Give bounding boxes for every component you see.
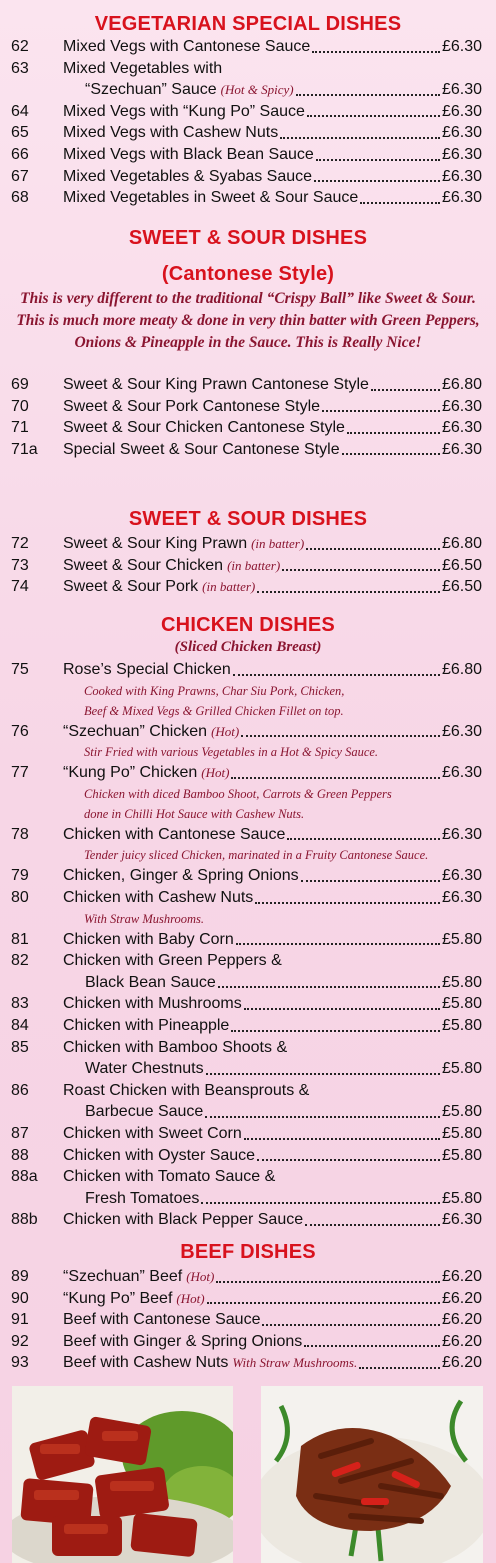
item-name: Mixed Vegetables in Sweet & Sour Sauce bbox=[63, 189, 359, 207]
menu-item bbox=[0, 58, 496, 80]
item-price: £6.30 bbox=[441, 167, 482, 185]
item-number: 81 bbox=[11, 930, 29, 948]
item-name: Sweet & Sour Pork Cantonese Style bbox=[63, 397, 321, 415]
dot-leader bbox=[312, 51, 440, 53]
item-description: Chicken with diced Bamboo Shoot, Carrots & Green Peppers bbox=[84, 786, 392, 801]
item-number: 85 bbox=[11, 1038, 29, 1056]
menu-item-continuation bbox=[0, 1058, 496, 1080]
menu-item bbox=[0, 721, 496, 743]
item-name: “Szechuan” Beef bbox=[63, 1268, 183, 1285]
item-line bbox=[85, 1101, 482, 1123]
dot-leader bbox=[216, 1281, 440, 1283]
item-line bbox=[63, 58, 482, 80]
menu-item bbox=[0, 762, 496, 784]
section-sweet-sour-cantonese bbox=[0, 226, 496, 460]
item-price: £6.30 bbox=[441, 888, 482, 906]
dot-leader bbox=[304, 1345, 440, 1347]
item-line bbox=[63, 555, 482, 577]
menu-item bbox=[0, 659, 496, 681]
item-number: 92 bbox=[11, 1332, 29, 1350]
item-note: With Straw Mushrooms. bbox=[232, 1355, 358, 1371]
item-line bbox=[63, 1309, 482, 1331]
menu-item bbox=[0, 1309, 496, 1331]
item-name: Rose’s Special Chicken bbox=[63, 661, 231, 678]
item-name: Mixed Vegs with “Kung Po” Sauce bbox=[63, 102, 305, 120]
menu-item bbox=[0, 1037, 496, 1059]
item-list bbox=[0, 1266, 496, 1374]
section-title: SWEET & SOUR DISHES bbox=[128, 227, 368, 249]
dot-leader bbox=[287, 838, 440, 840]
item-name: Chicken with Green Peppers & bbox=[63, 952, 282, 970]
item-number: 82 bbox=[11, 952, 29, 970]
item-price: £6.30 bbox=[441, 722, 482, 740]
menu-item bbox=[0, 824, 496, 846]
dot-leader bbox=[360, 202, 440, 204]
item-line bbox=[63, 187, 482, 209]
item-note: (Hot & Spicy) bbox=[220, 82, 294, 98]
item-name: Chicken with Baby Corn bbox=[63, 930, 234, 948]
item-name: “Szechuan” Sauce bbox=[85, 81, 217, 99]
menu-item bbox=[0, 1080, 496, 1102]
item-number: 64 bbox=[11, 102, 29, 120]
dot-leader bbox=[218, 986, 440, 988]
item-line bbox=[63, 396, 482, 418]
item-name: “Kung Po” Chicken bbox=[63, 764, 198, 782]
item-price: £6.30 bbox=[441, 1211, 482, 1229]
section-intro: This is very different to the traditional “Crispy Ball” like Sweet & Sour. This is much more meaty & done in very thin batter with Green Peppers, Onions & Pineapple in the Sauce. This is Really Nice! bbox=[16, 290, 480, 351]
item-note: (in batter) bbox=[251, 536, 305, 551]
item-line bbox=[63, 929, 482, 951]
item-price: £5.80 bbox=[441, 995, 482, 1013]
item-name: Sweet & Sour Chicken bbox=[63, 556, 224, 574]
item-number: 66 bbox=[11, 145, 29, 163]
menu-item bbox=[0, 1266, 496, 1288]
item-price: £6.20 bbox=[441, 1332, 482, 1350]
item-price: £5.80 bbox=[441, 1016, 482, 1034]
item-number: 62 bbox=[11, 38, 29, 55]
item-list bbox=[0, 659, 496, 1231]
item-price: £6.30 bbox=[441, 419, 482, 437]
item-price: £6.30 bbox=[441, 440, 482, 458]
dot-leader bbox=[231, 1030, 440, 1032]
item-price: £6.30 bbox=[441, 102, 482, 120]
menu-item bbox=[0, 1331, 496, 1353]
item-number: 91 bbox=[11, 1311, 29, 1329]
section-chicken bbox=[0, 613, 496, 1231]
menu-item bbox=[0, 1288, 496, 1310]
section-beef bbox=[0, 1240, 496, 1374]
item-name: Chicken with Sweet Corn bbox=[63, 1124, 242, 1142]
dot-leader bbox=[262, 1324, 439, 1326]
dot-leader bbox=[244, 1008, 440, 1010]
item-price: £6.50 bbox=[441, 556, 482, 574]
item-name: Mixed Vegs with Black Bean Sauce bbox=[63, 145, 314, 163]
item-name: Fresh Tomatoes bbox=[85, 1189, 200, 1207]
item-note: (Hot) bbox=[176, 1290, 205, 1306]
item-number: 65 bbox=[11, 124, 29, 142]
dot-leader bbox=[231, 777, 439, 779]
item-line bbox=[63, 374, 482, 396]
menu-item bbox=[0, 576, 496, 598]
item-price: £6.30 bbox=[441, 38, 482, 55]
item-number: 78 bbox=[11, 825, 29, 843]
item-list bbox=[0, 533, 496, 598]
item-number: 90 bbox=[11, 1289, 29, 1307]
item-name: Chicken, Ginger & Spring Onions bbox=[63, 867, 299, 885]
item-price: £6.20 bbox=[441, 1311, 482, 1329]
item-name: “Szechuan” Chicken bbox=[63, 722, 208, 740]
dot-leader bbox=[359, 1367, 440, 1369]
item-line bbox=[63, 36, 482, 58]
item-line bbox=[63, 101, 482, 123]
section-title: VEGETARIAN SPECIAL DISHES bbox=[94, 13, 402, 35]
item-number: 80 bbox=[11, 888, 29, 906]
item-line bbox=[63, 1352, 482, 1374]
item-name: Sweet & Sour King Prawn Cantonese Style bbox=[63, 376, 369, 393]
dot-leader bbox=[296, 94, 440, 96]
item-name: Roast Chicken with Beansprouts & bbox=[63, 1081, 310, 1099]
dot-leader bbox=[233, 674, 440, 676]
item-price: £6.80 bbox=[441, 535, 482, 552]
item-name: Chicken with Cashew Nuts bbox=[63, 888, 254, 906]
item-line bbox=[63, 417, 482, 439]
menu-item bbox=[0, 417, 496, 439]
item-name: Beef with Cashew Nuts bbox=[63, 1354, 229, 1372]
item-description: Beef & Mixed Vegs & Grilled Chicken Fillet on top. bbox=[84, 703, 344, 718]
dot-leader bbox=[257, 1159, 440, 1161]
item-number: 83 bbox=[11, 995, 29, 1013]
item-name: Mixed Vegetables & Syabas Sauce bbox=[63, 167, 313, 185]
item-name: Chicken with Mushrooms bbox=[63, 995, 242, 1013]
menu-item bbox=[0, 950, 496, 972]
item-line bbox=[63, 865, 482, 887]
item-price: £6.30 bbox=[441, 764, 482, 782]
dot-leader bbox=[307, 115, 440, 117]
section-title: CHICKEN DISHES bbox=[161, 614, 335, 636]
item-line bbox=[63, 1288, 482, 1310]
item-number: 87 bbox=[11, 1124, 29, 1142]
menu-item bbox=[0, 555, 496, 577]
item-number: 75 bbox=[11, 661, 29, 678]
menu-item bbox=[0, 144, 496, 166]
menu-item bbox=[0, 166, 496, 188]
item-name: Chicken with Oyster Sauce bbox=[63, 1146, 256, 1164]
item-line bbox=[63, 533, 482, 555]
item-line bbox=[85, 972, 482, 994]
item-name: Water Chestnuts bbox=[85, 1060, 204, 1078]
item-description: Cooked with King Prawns, Char Siu Pork, Chicken, bbox=[84, 683, 345, 698]
menu-item bbox=[0, 533, 496, 555]
item-line bbox=[63, 439, 482, 461]
dot-leader bbox=[255, 902, 440, 904]
item-price: £6.30 bbox=[441, 189, 482, 207]
item-price: £6.20 bbox=[441, 1354, 482, 1372]
menu-item-continuation bbox=[0, 79, 496, 101]
item-number: 84 bbox=[11, 1016, 29, 1034]
item-name: Sweet & Sour King Prawn bbox=[63, 535, 248, 552]
item-list bbox=[0, 374, 496, 460]
item-line bbox=[63, 762, 482, 784]
section-subtitle: (Sliced Chicken Breast) bbox=[174, 639, 322, 655]
menu-item bbox=[0, 122, 496, 144]
menu-item-continuation bbox=[0, 1188, 496, 1210]
item-number: 67 bbox=[11, 167, 29, 185]
dot-leader bbox=[241, 735, 440, 737]
item-price: £6.30 bbox=[441, 397, 482, 415]
dot-leader bbox=[280, 137, 440, 139]
item-note: (Hot) bbox=[211, 723, 240, 739]
dot-leader bbox=[301, 880, 440, 882]
item-line bbox=[63, 166, 482, 188]
item-name: Barbecue Sauce bbox=[85, 1103, 204, 1121]
dot-leader bbox=[201, 1202, 440, 1204]
menu-item bbox=[0, 1166, 496, 1188]
item-price: £5.80 bbox=[441, 1189, 482, 1207]
item-line bbox=[63, 1037, 482, 1059]
item-number: 89 bbox=[11, 1268, 29, 1285]
menu-item bbox=[0, 396, 496, 418]
item-line bbox=[63, 1266, 482, 1288]
menu-item bbox=[0, 439, 496, 461]
item-number: 70 bbox=[11, 397, 29, 415]
section-title: SWEET & SOUR DISHES bbox=[128, 508, 368, 530]
item-line bbox=[63, 144, 482, 166]
item-name: Mixed Vegs with Cantonese Sauce bbox=[63, 38, 311, 55]
item-note: (in batter) bbox=[202, 579, 256, 595]
item-description: Tender juicy sliced Chicken, marinated in a Fruity Cantonese Sauce. bbox=[84, 848, 429, 863]
menu-item bbox=[0, 1352, 496, 1374]
item-line bbox=[63, 1145, 482, 1167]
item-number: 72 bbox=[11, 535, 29, 552]
item-name: “Kung Po” Beef bbox=[63, 1289, 173, 1307]
dot-leader bbox=[236, 943, 440, 945]
item-number: 73 bbox=[11, 556, 29, 574]
item-name: Chicken with Black Pepper Sauce bbox=[63, 1211, 304, 1229]
photo-crispy-beef bbox=[261, 1386, 483, 1563]
section-sweet-sour-batter bbox=[0, 507, 496, 598]
item-price: £6.30 bbox=[441, 867, 482, 885]
dot-leader bbox=[205, 1116, 440, 1118]
item-line bbox=[85, 1058, 482, 1080]
dot-leader bbox=[342, 453, 440, 455]
item-number: 77 bbox=[11, 764, 29, 782]
item-price: £6.30 bbox=[441, 145, 482, 163]
item-name: Chicken with Tomato Sauce & bbox=[63, 1168, 276, 1186]
item-price: £5.80 bbox=[441, 1060, 482, 1078]
item-price: £5.80 bbox=[441, 930, 482, 948]
menu-item bbox=[0, 1015, 496, 1037]
item-number: 63 bbox=[11, 59, 29, 77]
item-number: 88 bbox=[11, 1146, 29, 1164]
menu-item bbox=[0, 374, 496, 396]
menu-item bbox=[0, 929, 496, 951]
item-line bbox=[63, 950, 482, 972]
item-price: £5.80 bbox=[441, 1103, 482, 1121]
item-price: £6.80 bbox=[441, 661, 482, 678]
item-line bbox=[63, 721, 482, 743]
item-note: (Hot) bbox=[201, 765, 230, 781]
item-price: £6.30 bbox=[441, 825, 482, 843]
item-number: 68 bbox=[11, 189, 29, 207]
item-line bbox=[85, 1188, 482, 1210]
item-list bbox=[0, 36, 496, 209]
item-price: £6.20 bbox=[441, 1268, 482, 1285]
dot-leader bbox=[305, 1224, 440, 1226]
item-price: £6.20 bbox=[441, 1289, 482, 1307]
dot-leader bbox=[306, 548, 440, 550]
menu-item bbox=[0, 36, 496, 58]
item-line bbox=[63, 1080, 482, 1102]
item-line bbox=[63, 1123, 482, 1145]
item-line bbox=[63, 1015, 482, 1037]
item-price: £6.50 bbox=[441, 578, 482, 596]
menu-item bbox=[0, 1145, 496, 1167]
item-price: £5.80 bbox=[441, 973, 482, 991]
item-number: 93 bbox=[11, 1354, 29, 1372]
item-description: Stir Fried with various Vegetables in a Hot & Spicy Sauce. bbox=[84, 745, 379, 760]
photo-char-siu-pork bbox=[12, 1386, 233, 1563]
item-name: Sweet & Sour Chicken Cantonese Style bbox=[63, 419, 345, 437]
menu-item bbox=[0, 1123, 496, 1145]
item-name: Mixed Vegs with Cashew Nuts bbox=[63, 124, 279, 142]
dot-leader bbox=[257, 591, 440, 593]
item-number: 88a bbox=[11, 1168, 38, 1186]
item-name: Special Sweet & Sour Cantonese Style bbox=[63, 440, 340, 458]
item-line bbox=[85, 79, 482, 101]
dot-leader bbox=[282, 569, 440, 571]
item-note: (Hot) bbox=[186, 1269, 215, 1284]
item-number: 88b bbox=[11, 1211, 38, 1229]
item-price: £6.80 bbox=[441, 376, 482, 393]
item-price: £5.80 bbox=[441, 1146, 482, 1164]
item-line bbox=[63, 659, 482, 681]
item-line bbox=[63, 1209, 482, 1231]
item-line bbox=[63, 993, 482, 1015]
dot-leader bbox=[244, 1138, 440, 1140]
item-line bbox=[63, 576, 482, 598]
dot-leader bbox=[207, 1302, 440, 1304]
item-note: (in batter) bbox=[227, 557, 281, 573]
menu-item bbox=[0, 101, 496, 123]
item-line bbox=[63, 122, 482, 144]
item-price: £5.80 bbox=[441, 1124, 482, 1142]
menu-item bbox=[0, 887, 496, 909]
item-number: 74 bbox=[11, 578, 29, 596]
item-number: 79 bbox=[11, 867, 29, 885]
item-number: 71 bbox=[11, 419, 29, 437]
section-title: BEEF DISHES bbox=[180, 1241, 316, 1263]
dot-leader bbox=[322, 410, 440, 412]
dot-leader bbox=[371, 389, 440, 391]
item-name: Chicken with Bamboo Shoots & bbox=[63, 1038, 288, 1056]
menu-item-continuation bbox=[0, 1101, 496, 1123]
item-line bbox=[63, 824, 482, 846]
item-number: 69 bbox=[11, 376, 29, 393]
section-vegetarian bbox=[0, 12, 496, 209]
menu-item-continuation bbox=[0, 972, 496, 994]
item-name: Beef with Cantonese Sauce bbox=[63, 1311, 261, 1329]
item-line bbox=[63, 1166, 482, 1188]
menu-item bbox=[0, 187, 496, 209]
menu-item bbox=[0, 865, 496, 887]
section-subtitle: (Cantonese Style) bbox=[161, 263, 335, 285]
item-price: £6.30 bbox=[441, 81, 482, 99]
item-name: Mixed Vegetables with bbox=[63, 59, 223, 77]
item-name: Beef with Ginger & Spring Onions bbox=[63, 1332, 303, 1350]
item-number: 86 bbox=[11, 1081, 29, 1099]
menu-item bbox=[0, 1209, 496, 1231]
item-description: done in Chilli Hot Sauce with Cashew Nuts. bbox=[84, 806, 305, 821]
item-number: 71a bbox=[11, 440, 38, 458]
item-price: £6.30 bbox=[441, 124, 482, 142]
dot-leader bbox=[347, 432, 440, 434]
item-number: 76 bbox=[11, 722, 29, 740]
menu-item bbox=[0, 993, 496, 1015]
item-description: With Straw Mushrooms. bbox=[84, 911, 205, 926]
item-line bbox=[63, 1331, 482, 1353]
item-name: Chicken with Pineapple bbox=[63, 1016, 230, 1034]
item-name: Black Bean Sauce bbox=[85, 973, 216, 991]
item-line bbox=[63, 887, 482, 909]
item-name: Sweet & Sour Pork bbox=[63, 578, 199, 596]
dot-leader bbox=[314, 180, 440, 182]
item-name: Chicken with Cantonese Sauce bbox=[63, 825, 286, 843]
dot-leader bbox=[206, 1073, 440, 1075]
dot-leader bbox=[316, 159, 440, 161]
